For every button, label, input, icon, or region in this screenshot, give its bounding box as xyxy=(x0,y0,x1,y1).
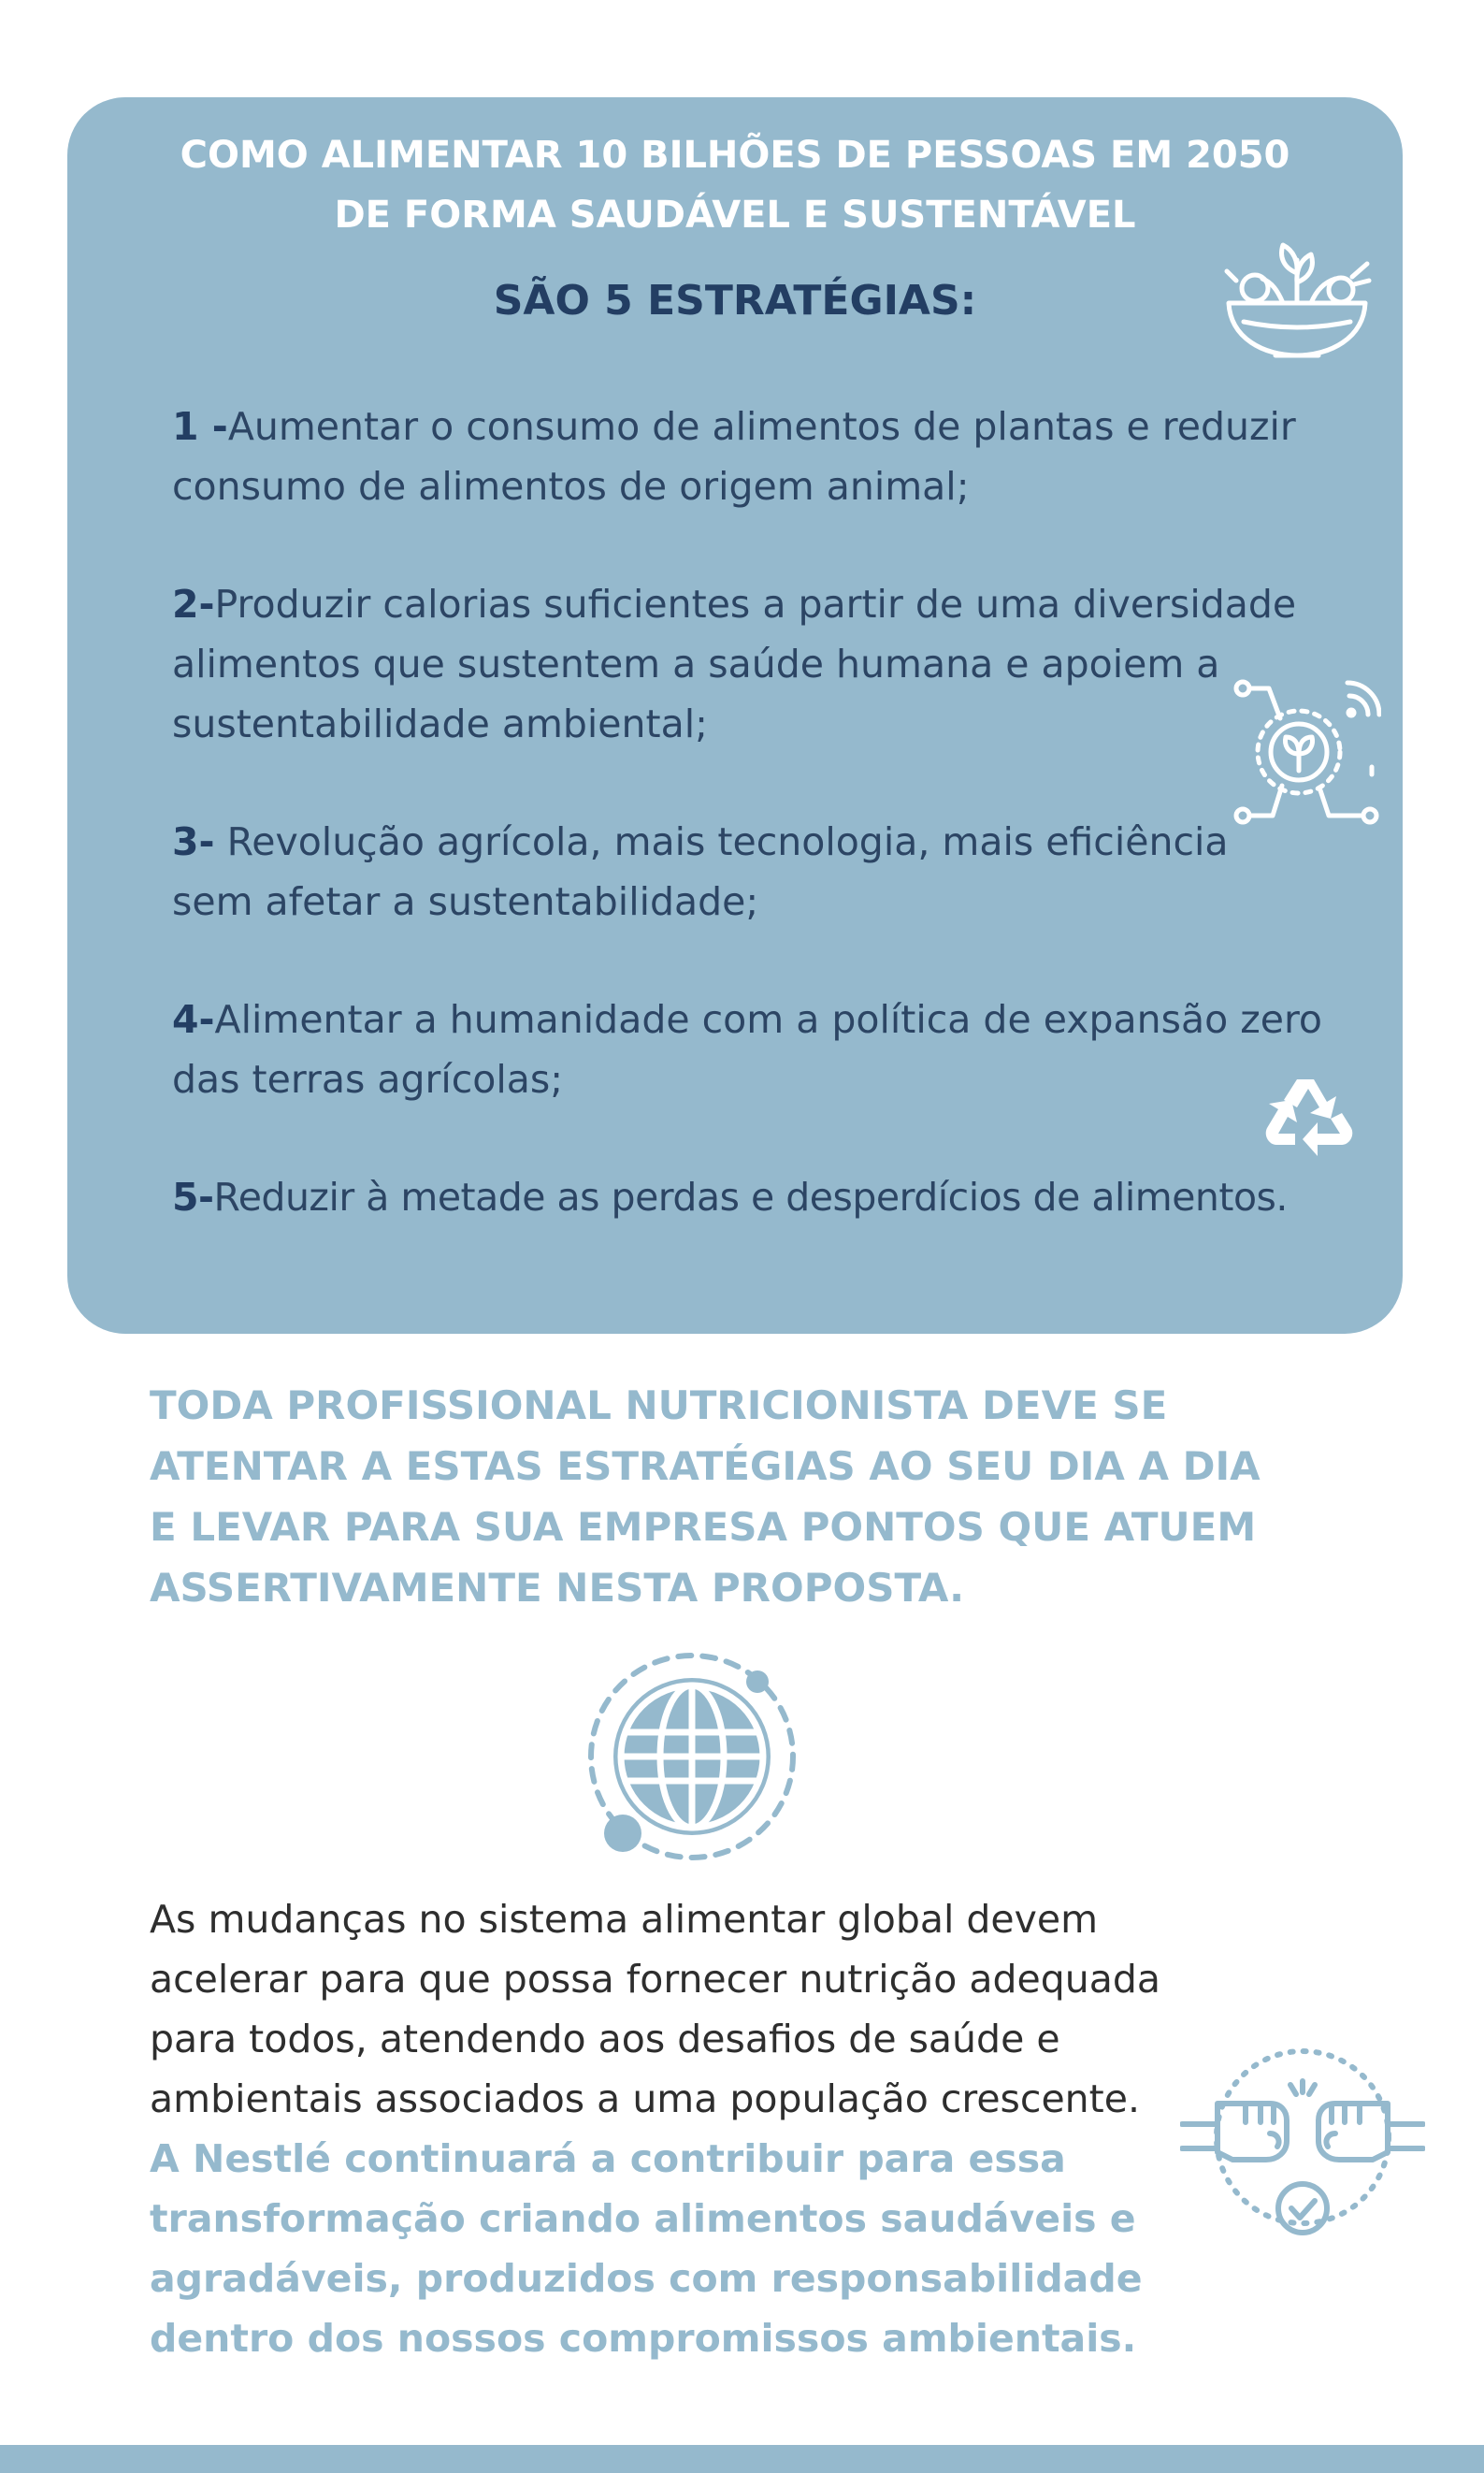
smart-farming-icon xyxy=(1232,677,1381,827)
recycle-icon xyxy=(1260,1070,1362,1164)
fist-bump-icon xyxy=(1180,2044,1425,2249)
strategies-list xyxy=(172,397,1378,1227)
strategy-number: 2- xyxy=(172,582,215,627)
salad-bowl-icon xyxy=(1217,236,1376,367)
body-text xyxy=(150,1889,1188,2368)
card-title xyxy=(67,125,1403,245)
strategy-item-2 xyxy=(172,574,1304,754)
strategy-number: 1 - xyxy=(172,404,228,449)
strategy-text: Reduzir à metade as perdas e desperdícios de alimentos. xyxy=(213,1175,1288,1220)
highlight-line2: ATENTAR A ESTAS ESTRATÉGIAS AO SEU DIA A DIA xyxy=(150,1443,1261,1489)
strategy-text: Revolução agrícola, mais tecnologia, mais eficiência sem afetar a sustentabilidade; xyxy=(172,819,1229,924)
strategy-number: 3- xyxy=(172,819,215,864)
strategy-text: Produzir calorias suficientes a partir de uma diversidade alimentos que sustentem a saúde humana e apoiem a sustentabilidade ambiental; xyxy=(172,582,1297,746)
nutritionist-highlight xyxy=(150,1375,1328,1618)
strategy-item-4 xyxy=(172,990,1341,1109)
highlight-line4: ASSERTIVAMENTE NESTA PROPOSTA. xyxy=(150,1565,965,1611)
strategy-text: Alimentar a humanidade com a política de expansão zero das terras agrícolas; xyxy=(172,997,1323,1102)
strategy-item-1 xyxy=(172,397,1304,516)
strategy-item-5 xyxy=(172,1167,1378,1227)
body-paragraph: As mudanças no sistema alimentar global devem acelerar para que possa fornecer nutrição adequada para todos, atendendo aos desafios de saúde e ambientais associados a uma população crescente. xyxy=(150,1897,1161,2121)
card-title-line1: COMO ALIMENTAR 10 BILHÕES DE PESSOAS EM 2050 xyxy=(180,134,1290,177)
highlight-line1: TODA PROFISSIONAL NUTRICIONISTA DEVE SE xyxy=(150,1382,1168,1428)
card-subtitle: SÃO 5 ESTRATÉGIAS: xyxy=(493,277,977,325)
nestle-statement: A Nestlé continuará a contribuir para essa transformação criando alimentos saudáveis e agradáveis, produzidos com responsabilidade dentro dos nossos compromissos ambientais. xyxy=(150,2136,1143,2361)
strategy-number: 4- xyxy=(172,997,215,1042)
strategy-item-3 xyxy=(172,812,1304,932)
strategy-text: Aumentar o consumo de alimentos de plantas e reduzir consumo de alimentos de origem animal; xyxy=(172,404,1296,509)
globe-icon xyxy=(580,1646,804,1871)
footer-bar xyxy=(0,2445,1484,2473)
highlight-line3: E LEVAR PARA SUA EMPRESA PONTOS QUE ATUEM xyxy=(150,1504,1257,1550)
strategies-card xyxy=(67,97,1403,1334)
card-title-line2: DE FORMA SAUDÁVEL E SUSTENTÁVEL xyxy=(334,194,1136,237)
strategy-number: 5- xyxy=(172,1175,214,1220)
